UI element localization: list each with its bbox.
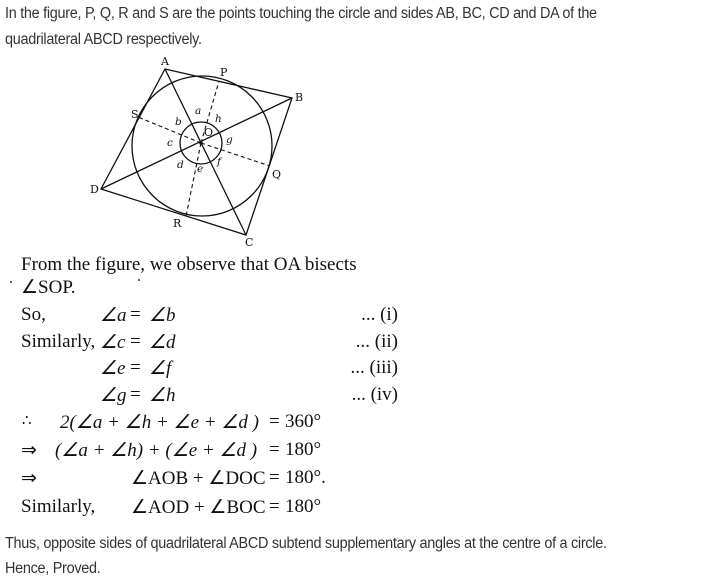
implies-symbol: ⇒ (21, 468, 37, 489)
step-ref: ... (ii) (355, 331, 398, 352)
step-lhs: ∠g (100, 385, 127, 406)
step-eq: = (130, 331, 141, 352)
step-lhs: ∠a (100, 305, 127, 326)
angle-label-g: g (226, 134, 233, 146)
scan-speck (10, 281, 12, 283)
scan-speck (138, 279, 140, 281)
step-prefix: So, (21, 304, 46, 325)
step-rhs: ∠h (149, 385, 176, 406)
step-ref: ... (iii) (350, 357, 398, 378)
therefore-symbol: ∴ (22, 413, 32, 429)
label-s: S (131, 108, 139, 121)
label-a-vertex: A (161, 55, 169, 68)
label-r: R (173, 217, 182, 230)
label-o: O (204, 126, 214, 139)
conclusion-line-1: Thus, opposite sides of quadrilateral ABCD subtend supplementary angles at the centre of a circle. (5, 535, 607, 552)
derivation-eq: = (269, 439, 280, 460)
observation-line-1: From the figure, we observe that OA bisects (21, 254, 357, 275)
step-lhs: ∠e (100, 358, 126, 379)
derivation-rhs: 180°. (285, 467, 326, 488)
label-q: Q (272, 168, 282, 181)
derivation-eq: = (269, 411, 280, 432)
step-eq: = (130, 384, 141, 405)
angle-label-b: b (175, 116, 182, 128)
step-rhs: ∠b (149, 305, 176, 326)
step-rhs: ∠f (149, 358, 172, 379)
label-b-vertex: B (295, 91, 304, 104)
derivation-rhs: 180° (285, 439, 322, 460)
derivation-lhs: ∠AOB + ∠DOC (131, 468, 266, 489)
radius-or (186, 143, 204, 216)
implies-symbol: ⇒ (21, 440, 37, 461)
step-ref: ... (iv) (351, 384, 398, 405)
angle-label-a: a (195, 105, 202, 117)
derivation-lhs: 2(∠a + ∠h + ∠e + ∠d ) (60, 412, 259, 433)
geometry-figure (0, 50, 320, 255)
step-prefix: Similarly, (21, 331, 96, 352)
angle-label-d: d (177, 159, 184, 171)
label-p: P (220, 66, 228, 79)
quadrilateral-abcd (101, 69, 292, 235)
angle-label-c: c (167, 137, 173, 149)
intro-text-line-2: quadrilateral ABCD respectively. (5, 31, 202, 48)
step-lhs: ∠c (100, 332, 126, 353)
derivation-prefix: Similarly, (21, 496, 96, 517)
derivation-rhs: 180° (285, 496, 322, 517)
observation-line-2: ∠SOP. (21, 277, 76, 298)
derivation-lhs: (∠a + ∠h) + (∠e + ∠d ) (55, 440, 258, 461)
intro-text-line-1: In the figure, P, Q, R and S are the points touching the circle and sides AB, BC, CD and DA of the (5, 5, 597, 22)
angle-label-h: h (215, 113, 222, 125)
step-ref: ... (i) (361, 304, 398, 325)
label-c-vertex: C (245, 236, 254, 249)
conclusion-line-2: Hence, Proved. (5, 560, 101, 577)
step-eq: = (130, 357, 141, 378)
label-d-vertex: D (90, 183, 99, 196)
step-rhs: ∠d (149, 332, 176, 353)
derivation-rhs: 360° (285, 411, 322, 432)
derivation-eq: = (269, 496, 280, 517)
angle-label-e: e (197, 163, 204, 175)
angle-label-f: f (217, 156, 221, 168)
derivation-eq: = (269, 467, 280, 488)
derivation-lhs: ∠AOD + ∠BOC (131, 497, 266, 518)
step-eq: = (130, 304, 141, 325)
